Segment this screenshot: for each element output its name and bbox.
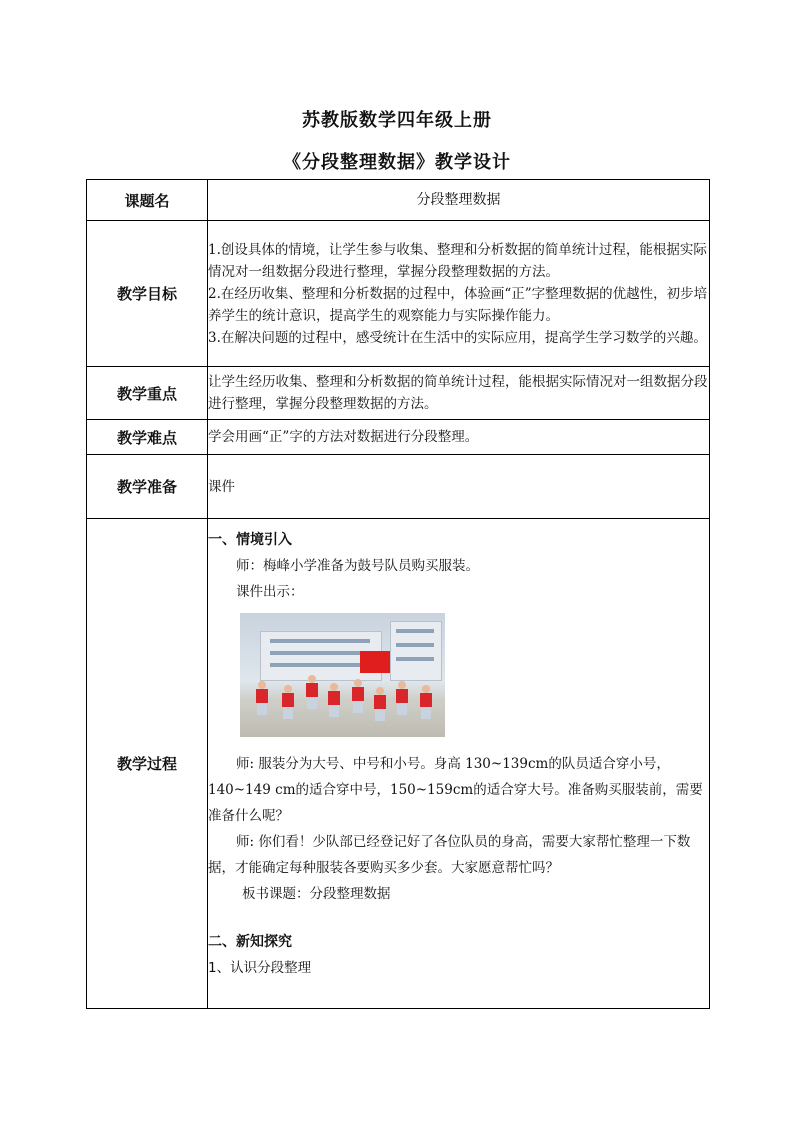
band-photo [240, 613, 445, 737]
value-key-point: 让学生经历收集、整理和分析数据的简单统计过程，能根据实际情况对一组数据分段进行整理，掌握分段整理数据的方法。 [208, 367, 710, 420]
label-process: 教学过程 [87, 519, 208, 1009]
row-topic [87, 180, 710, 221]
red-flag [360, 651, 390, 673]
value-topic: 分段整理数据 [208, 180, 710, 221]
paragraph: 师: 服装分为大号、中号和小号。身高 130~139cm的队员适合穿小号，140~149 cm的适合穿中号，150~159cm的适合穿大号。准备购买服装前，需要准备什么呢？ [208, 756, 703, 824]
paragraph: 师：梅峰小学准备为鼓号队员购买服装。 [236, 558, 479, 574]
section-title: 二、新知探究 [208, 934, 292, 950]
document-subtitle: 《分段整理数据》教学设计 [283, 152, 511, 173]
paragraph: 课件出示： [236, 584, 304, 600]
paragraph: 师: 你们看！少队部已经登记好了各位队员的身高，需要大家帮忙整理一下数据，才能确定每种服装各要购买多少套。大家愿意帮忙吗？ [208, 834, 691, 876]
document-title: 苏教版数学四年级上册 [302, 110, 492, 131]
label-difficulty: 教学难点 [87, 420, 208, 455]
value-goals [208, 221, 710, 367]
row-goals [87, 221, 710, 367]
value-preparation: 课件 [208, 455, 710, 519]
label-key-point: 教学重点 [87, 367, 208, 420]
value-difficulty: 学会用画“正”字的方法对数据进行分段整理。 [208, 420, 710, 455]
label-topic: 课题名 [87, 180, 208, 221]
subsection-title: 1、认识分段整理 [208, 960, 312, 976]
row-key-point [87, 367, 710, 420]
goal-item: 3.在解决问题的过程中，感受统计在生活中的实际应用，提高学生学习数学的兴趣。 [208, 329, 707, 346]
section-title: 一、情境引入 [208, 532, 292, 548]
row-preparation [87, 455, 710, 519]
goal-item: 2.在经历收集、整理和分析数据的过程中，体验画“正”字整理数据的优越性，初步培养学生的统计意识，提高学生的观察能力与实际操作能力。 [208, 285, 708, 324]
row-difficulty [87, 420, 710, 455]
value-process [208, 519, 710, 1009]
label-preparation: 教学准备 [87, 455, 208, 519]
label-goals: 教学目标 [87, 221, 208, 367]
paragraph: 板书课题：分段整理数据 [242, 886, 391, 902]
lesson-plan-table [86, 179, 710, 1009]
goal-item: 1.创设具体的情境，让学生参与收集、整理和分析数据的简单统计过程，能根据实际情况对一组数据分段进行整理，掌握分段整理数据的方法。 [208, 241, 707, 280]
row-process [87, 519, 710, 1009]
